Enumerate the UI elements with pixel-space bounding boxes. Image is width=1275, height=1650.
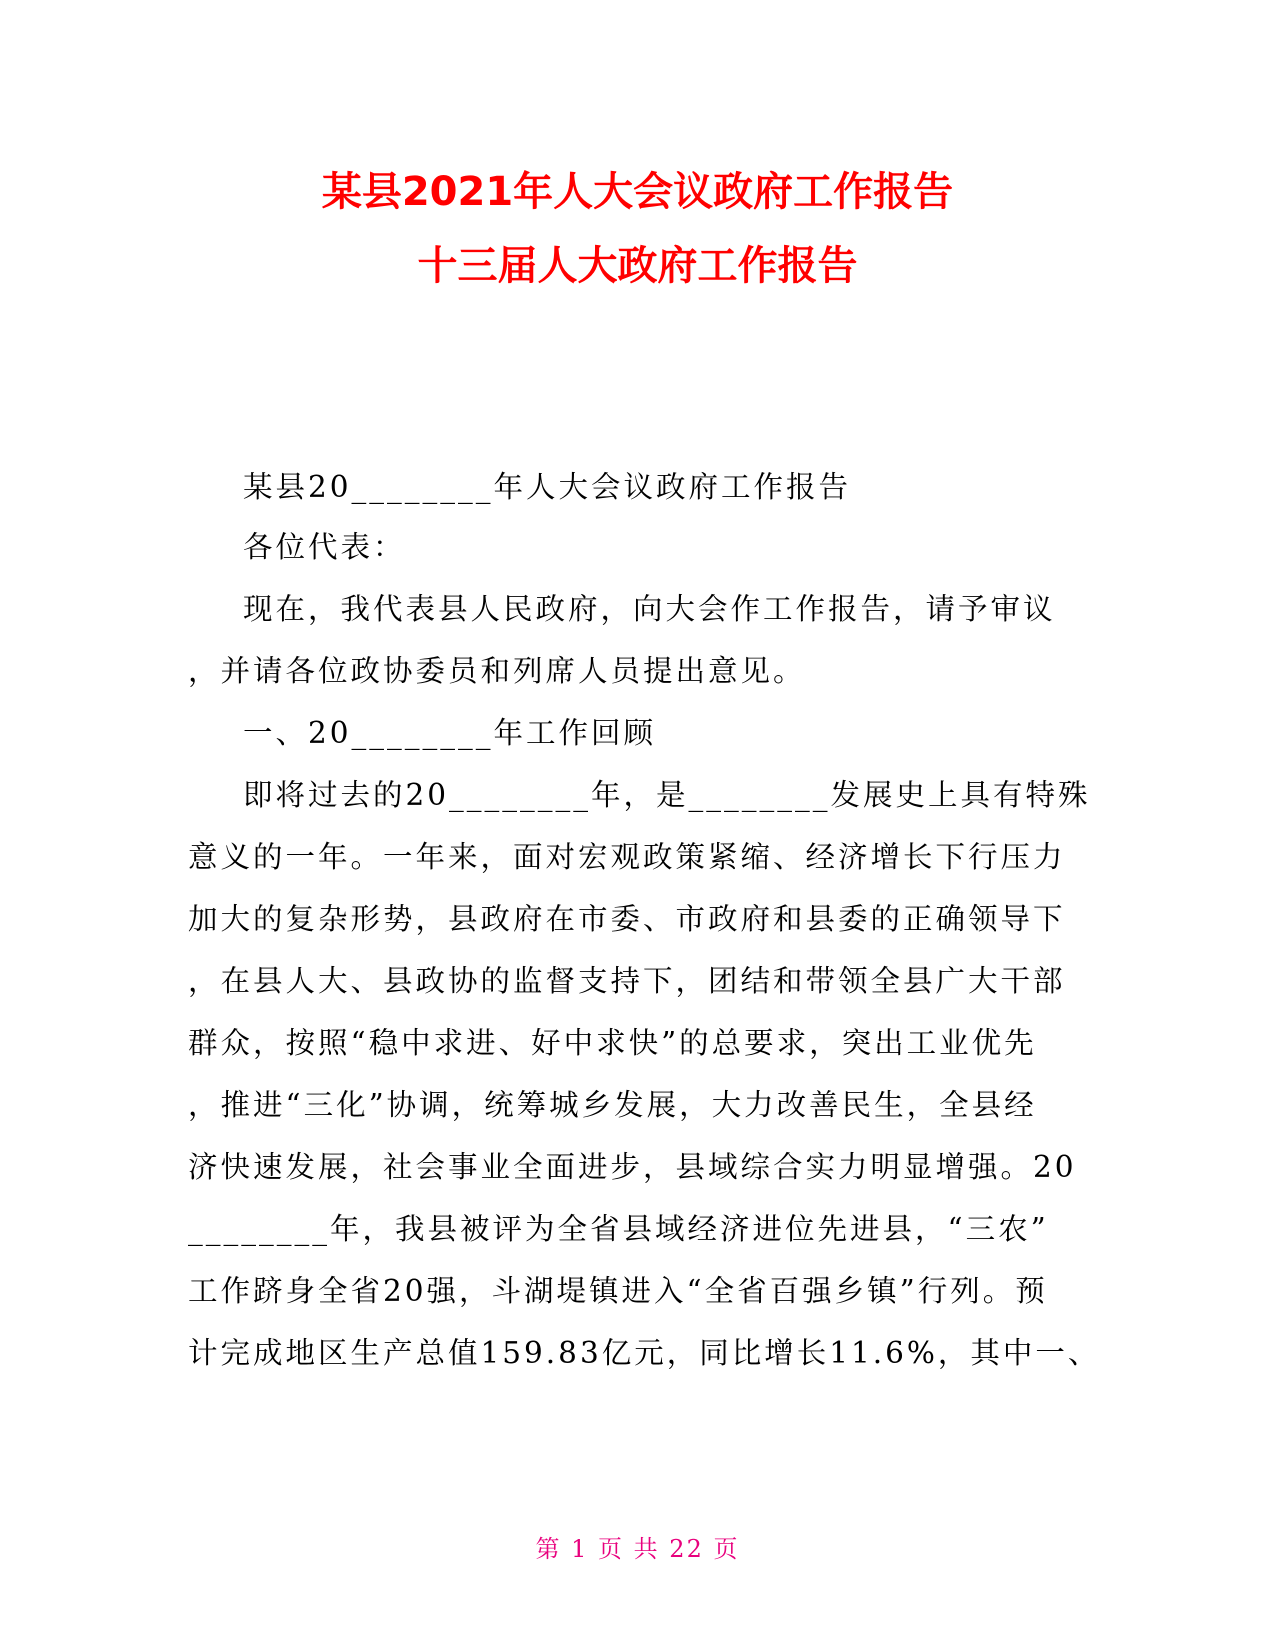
body-line: 工作跻身全省20强，斗湖堤镇进入“全省百强乡镇”行列。预 bbox=[188, 1274, 1048, 1308]
body-line: 加大的复杂形势，县政府在市委、市政府和县委的正确领导下 bbox=[188, 902, 1066, 936]
document-title: 某县2021年人大会议政府工作报告 bbox=[321, 169, 954, 215]
body-line: 各位代表： bbox=[243, 530, 406, 564]
body-line: ________年，我县被评为全省县域经济进位先进县，“三农” bbox=[188, 1212, 1049, 1246]
body-line: 现在，我代表县人民政府，向大会作工作报告，请予审议 bbox=[243, 592, 1056, 626]
body-line: 一、20________年工作回顾 bbox=[243, 716, 657, 750]
body-line: ，并请各位政协委员和列席人员提出意见。 bbox=[188, 654, 806, 688]
body-line: ，在县人大、县政协的监督支持下，团结和带领全县广大干部 bbox=[188, 964, 1066, 998]
body-line: 计完成地区生产总值159.83亿元，同比增长11.6%，其中一、 bbox=[188, 1336, 1101, 1370]
body-line: ，推进“三化”协调，统筹城乡发展，大力改善民生，全县经 bbox=[188, 1088, 1037, 1122]
document-subtitle: 十三届人大政府工作报告 bbox=[417, 243, 858, 289]
body-line: 群众，按照“稳中求进、好中求快”的总要求，突出工业优先 bbox=[188, 1026, 1037, 1060]
body-line: 济快速发展，社会事业全面进步，县域综合实力明显增强。20 bbox=[188, 1150, 1077, 1184]
body-line: 即将过去的20________年，是________发展史上具有特殊 bbox=[243, 778, 1091, 812]
body-line: 某县20________年人大会议政府工作报告 bbox=[243, 470, 852, 504]
page-number-footer: 第 1 页 共 22 页 bbox=[535, 1535, 740, 1563]
body-line: 意义的一年。一年来，面对宏观政策紧缩、经济增长下行压力 bbox=[188, 840, 1066, 874]
